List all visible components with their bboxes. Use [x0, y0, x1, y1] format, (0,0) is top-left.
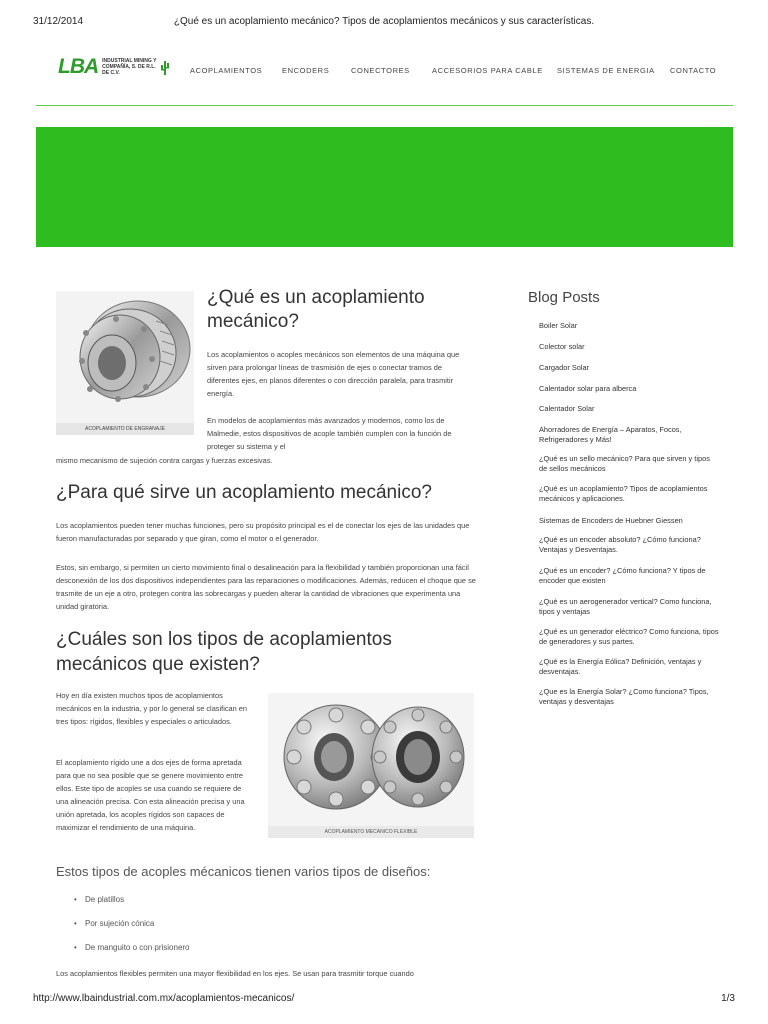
- nav-accesorios-para-cable[interactable]: ACCESORIOS PARA CABLE: [432, 66, 543, 75]
- blog-post-link[interactable]: Calentador Solar: [539, 404, 595, 413]
- blog-post-link[interactable]: ¿Qué es un aerogenerador vertical? Como funciona, tipos y ventajas: [539, 597, 712, 616]
- blog-post-link[interactable]: Cargador Solar: [539, 363, 590, 372]
- blog-post-link[interactable]: ¿Qué es un acoplamiento? Tipos de acoplamientos mecánicos y aplicaciones.: [539, 484, 708, 503]
- blog-post-link[interactable]: ¿Qué es la Energía Eólica? Definición, ventajas y desventajas.: [539, 657, 702, 676]
- modern-couplings-paragraph-cont: mismo mecanismo de sujeción contra cargas y fuerzas excesivas.: [56, 456, 273, 465]
- section-heading-purpose: ¿Para qué sirve un acoplamiento mecánico?: [56, 482, 432, 503]
- designs-list: [74, 894, 190, 966]
- nav-conectores[interactable]: CONECTORES: [351, 66, 410, 75]
- blog-post-link[interactable]: Boiler Solar: [539, 321, 578, 330]
- purpose-paragraph: Los acoplamientos pueden tener muchas funciones, pero su propósito principal es el de conectar los ejes de las unidades que fueron manufacturadas por separado y que giran, como el motor o el generador.: [56, 521, 470, 543]
- flexible-coupling-caption: ACOPLAMIENTO MECANICO FLEXIBLE: [268, 826, 474, 838]
- hero-banner: [36, 127, 733, 247]
- designs-heading: Estos tipos de acoples mécanicos tienen varios tipos de diseños:: [56, 864, 431, 879]
- section-heading-types: ¿Cuáles son los tipos de acoplamientos mecánicos que existen?: [56, 629, 392, 675]
- nav-acoplamientos[interactable]: ACOPLAMIENTOS: [190, 66, 263, 75]
- blog-post-link[interactable]: Calentador solar para alberca: [539, 384, 637, 393]
- print-title: ¿Qué es un acoplamiento mecánico? Tipos de acoplamientos mecánicos y sus características.: [173, 16, 595, 27]
- flexible-couplings-paragraph: Los acoplamientos flexibles permiten una mayor flexibilidad en los ejes. Se usan para trasmitir torque cuando: [56, 969, 414, 978]
- print-url: http://www.lbaindustrial.com.mx/acoplamientos-mecanicos/: [33, 993, 295, 1004]
- types-paragraph: Hoy en día existen muchos tipos de acoplamientos mecánicos en la industria, y por lo general se clasifican en tres tipos: rígidos, flexibles y especiales o articulados.: [56, 691, 248, 726]
- list-item: • De manguito o con prisionero: [74, 942, 190, 966]
- list-item: • De platillos: [74, 894, 190, 918]
- blog-post-link[interactable]: Colector solar: [539, 342, 585, 351]
- nav-divider: [36, 105, 733, 106]
- nav-sistemas-de-energia[interactable]: SISTEMAS DE ENERGIA: [557, 66, 655, 75]
- gear-coupling-caption: ACOPLAMIENTO DE ENGRANAJE: [56, 423, 194, 435]
- intro-paragraph: Los acoplamientos o acoples mecánicos son elementos de una máquina que sirven para prolongar líneas de trasmisión de ejes o conectar tramos de diferentes ejes, en planos diferentes o con dirección paralela, para trasmitir energía.: [207, 350, 460, 398]
- print-page-number: 1/3: [721, 993, 735, 1004]
- blog-post-link[interactable]: ¿Qué es un generador eléctrico? Como funciona, tipos de generadores y sus partes.: [539, 627, 719, 646]
- blog-post-link[interactable]: ¿Qué es un encoder? ¿Cómo funciona? Y tipos de encoder que existen: [539, 566, 706, 585]
- blog-post-link[interactable]: Sistemas de Encoders de Huebner Giessen: [539, 516, 683, 525]
- blog-post-link[interactable]: ¿Qué es un sello mecánico? Para que sirven y tipos de sellos mecánicos: [539, 454, 710, 473]
- blog-post-link[interactable]: ¿Qué es un encoder absoluto? ¿Cómo funciona? Ventajas y Desventajas.: [539, 535, 701, 554]
- logo-subtitle: INDUSTRIAL MINING Y COMPAÑÍA, S. DE R.L. DE C.V.: [102, 58, 157, 76]
- list-item: • Por sujeción cónica: [74, 918, 190, 942]
- gear-coupling-image: [56, 291, 194, 435]
- cactus-icon: [161, 59, 169, 75]
- site-logo[interactable]: [58, 55, 169, 79]
- page-title: ¿Qué es un acoplamiento mecánico?: [207, 287, 425, 332]
- blog-post-link[interactable]: Ahorradores de Energía – Aparatos, Focos, Refrigeradores y Más!: [539, 425, 682, 444]
- nav-encoders[interactable]: ENCODERS: [282, 66, 330, 75]
- flexible-coupling-icon: [268, 693, 474, 826]
- nav-contacto[interactable]: CONTACTO: [670, 66, 717, 75]
- flexible-coupling-image: [268, 693, 474, 838]
- flexibility-paragraph: Estos, sin embargo, si permiten un cierto movimiento final o desalineación para la flexibilidad y también proporcionan una fácil desconexión de los dos dispositivos independientes para las reparaciones o modificaciones. Además, reducen el choque que se trasmite de un eje a otro, protegen contra las sobrecargas y pueden alterar la cantidad de vibraciones que experimenta una unidad giratoria.: [56, 563, 476, 611]
- logo-text: LBA: [58, 55, 99, 78]
- sidebar-title: Blog Posts: [528, 289, 600, 306]
- modern-couplings-paragraph: En modelos de acoplamientos más avanzados y modernos, como los de Malmedie, estos dispositivos de acople también cumplen con la función de proteger su sistema y el: [207, 416, 452, 451]
- print-date: 31/12/2014: [33, 16, 84, 27]
- blog-post-link[interactable]: ¿Que es la Energía Solar? ¿Como funciona? Tipos, ventajas y desventajas: [539, 687, 709, 706]
- rigid-coupling-paragraph: El acoplamiento rígido une a dos ejes de forma apretada para que no sea posible que se genere movimiento entre ellos. Este tipo de acoples se usa cuando se requiere de una alineación precisa. Con esta alineación precisa y una unión apretada, los acoples rígidos son capaces de maximizar el rendimiento de una máquina.: [56, 758, 245, 832]
- gear-coupling-icon: [56, 291, 194, 423]
